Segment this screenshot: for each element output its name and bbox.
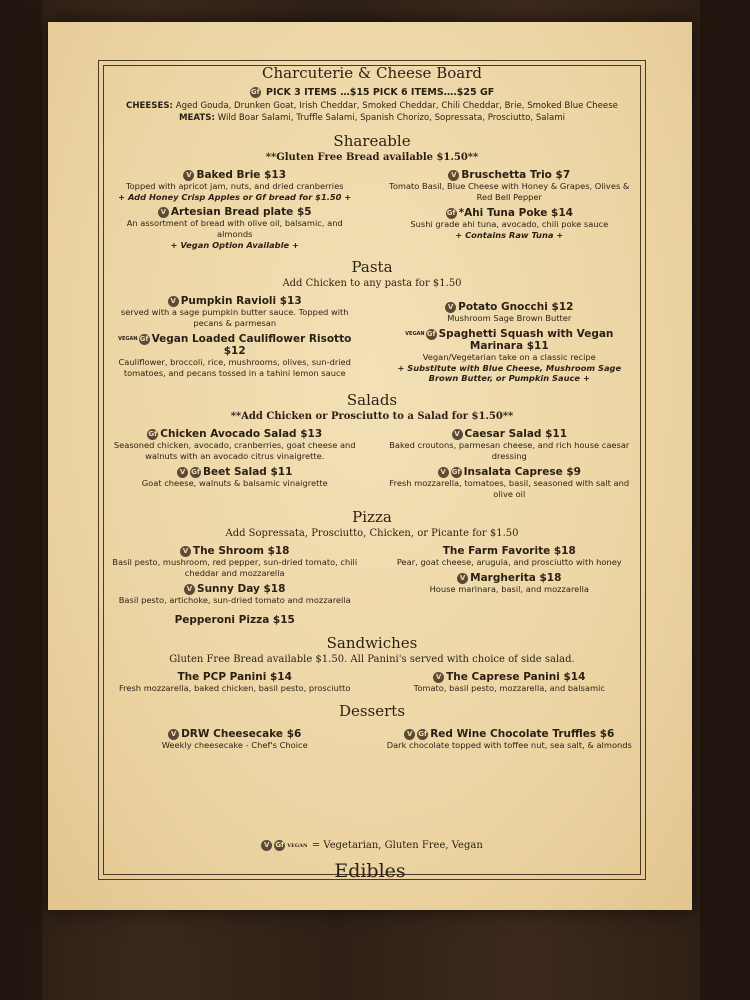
- menu-item-desc: Basil pesto, artichoke, sun-dried tomato and mozzarella: [118, 595, 351, 605]
- menu-content: [108, 60, 636, 851]
- vegetarian-icon: V: [177, 467, 188, 478]
- menu-item-desc: served with a sage pumpkin butter sauce. Topped with pecans & parmesan: [120, 307, 349, 328]
- menu-item-desc: Topped with apricot jam, nuts, and dried cranberries: [125, 181, 344, 191]
- menu-item-name: Caesar Salad $11: [464, 428, 568, 440]
- shareable-note: **Gluten Free Bread available $1.50**: [265, 152, 479, 163]
- gluten-free-icon: Gf: [139, 334, 149, 343]
- menu-item-name: Red Wine Chocolate Truffles $6: [430, 728, 615, 740]
- vegetarian-icon: V: [184, 584, 195, 595]
- menu-item-note: + Vegan Option Available +: [170, 240, 299, 250]
- table-plank: [0, 0, 42, 1000]
- gluten-free-icon: Gf: [451, 467, 461, 476]
- salads-title: Salads: [346, 391, 398, 409]
- menu-item-desc: Seasoned chicken, avocado, cranberries, goat cheese and walnuts with an avocado citrus vinaigrette.: [113, 440, 356, 461]
- vegan-icon: VEGAN: [287, 842, 308, 849]
- vegetarian-icon: V: [404, 729, 415, 740]
- gluten-free-icon: Gf: [418, 729, 428, 738]
- menu-item-name: Pumpkin Ravioli $13: [180, 295, 302, 307]
- menu-item-note: + Add Honey Crisp Apples or Gf bread for $1.50 +: [118, 192, 352, 202]
- cheeses-list: Aged Gouda, Drunken Goat, Irish Cheddar, Smoked Cheddar, Chili Cheddar, Brie, Smoked Blue Cheese: [175, 101, 618, 111]
- menu-item-desc: Baked croutons, parmesan cheese, and rich house caesar dressing: [389, 440, 630, 461]
- menu-item-desc: Sushi grade ahi tuna, avocado, chili poke sauce: [410, 219, 609, 229]
- menu-item-name: Baked Brie $13: [196, 169, 286, 181]
- vegetarian-icon: V: [452, 429, 463, 440]
- menu-paper: [48, 22, 692, 910]
- menu-item-desc: Cauliflower, broccoli, rice, mushrooms, olives, sun-dried tomatoes, and pecans tossed in a tahini lemon sauce: [118, 357, 351, 378]
- vegetarian-icon: V: [433, 672, 444, 683]
- gluten-free-icon: Gf: [426, 329, 436, 338]
- gluten-free-icon: Gf: [191, 467, 200, 476]
- gluten-free-icon: Gf: [275, 841, 285, 849]
- pasta-note: Add Chicken to any pasta for $1.50: [282, 278, 462, 289]
- vegetarian-icon: V: [168, 296, 179, 307]
- table-plank: [700, 0, 750, 1000]
- pizza-note: Add Sopressata, Prosciutto, Chicken, or Picante for $1.50: [225, 528, 519, 539]
- menu-item-desc: House marinara, basil, and mozzarella: [429, 584, 589, 594]
- menu-item-desc: Tomato, basil pesto, mozzarella, and balsamic: [413, 683, 605, 693]
- gluten-free-icon: Gf: [148, 429, 158, 438]
- shareable-title: Shareable: [333, 132, 411, 150]
- menu-item-desc: Fresh mozzarella, baked chicken, basil pesto, prosciutto: [118, 683, 351, 693]
- menu-item-note: + Contains Raw Tuna +: [455, 230, 564, 240]
- menu-item-desc: Goat cheese, walnuts & balsamic vinaigrette: [141, 478, 328, 488]
- menu-item-name: Pepperoni Pizza $15: [174, 614, 295, 626]
- vegetarian-icon: V: [168, 729, 179, 740]
- gluten-free-icon: Gf: [250, 88, 260, 96]
- menu-item-desc: Tomato Basil, Blue Cheese with Honey & Grapes, Olives & Red Bell Pepper: [389, 181, 630, 202]
- menu-item-desc: An assortment of bread with olive oil, balsamic, and almonds: [126, 218, 343, 239]
- menu-footer-title: Edibles: [334, 860, 406, 882]
- gluten-free-icon: Gf: [446, 208, 456, 217]
- vegan-icon: VEGAN: [118, 336, 138, 342]
- vegan-icon: VEGAN: [405, 331, 425, 337]
- menu-item-name: Beet Salad $11: [203, 466, 293, 478]
- menu-item-name: Vegan Loaded Cauliflower Risotto $12: [151, 333, 352, 357]
- dietary-legend: [108, 840, 636, 851]
- menu-item-name: DRW Cheesecake $6: [181, 728, 302, 740]
- menu-item-desc: Vegan/Vegetarian take on a classic recipe: [422, 352, 596, 362]
- menu-item-name: The Shroom $18: [192, 545, 290, 557]
- menu-item-name: *Ahi Tuna Poke $14: [458, 207, 573, 219]
- menu-item-desc: Mushroom Sage Brown Butter: [447, 313, 572, 323]
- charcuterie-pick: PICK 3 ITEMS …$15 PICK 6 ITEMS….$25 GF: [266, 87, 495, 98]
- menu-item-name: Margherita $18: [470, 572, 562, 584]
- sandwiches-note: Gluten Free Bread available $1.50. All Panini's served with choice of side salad.: [169, 654, 575, 665]
- menu-item-name: Spaghetti Squash with Vegan Marinara $11: [438, 328, 614, 352]
- menu-item-desc: Dark chocolate topped with toffee nut, sea salt, & almonds: [386, 740, 632, 750]
- vegetarian-icon: V: [457, 573, 468, 584]
- menu-item-name: Potato Gnocchi $12: [458, 301, 574, 313]
- sandwiches-title: Sandwiches: [326, 634, 418, 652]
- cheeses-label: CHEESES:: [126, 101, 173, 111]
- vegetarian-icon: V: [445, 302, 456, 313]
- menu-item-name: Insalata Caprese $9: [463, 466, 581, 478]
- pasta-title: Pasta: [351, 258, 393, 276]
- menu-item-name: Artesian Bread plate $5: [170, 206, 312, 218]
- menu-item-name: Sunny Day $18: [197, 583, 286, 595]
- legend-text: = Vegetarian, Gluten Free, Vegan: [311, 840, 483, 851]
- menu-item-name: Bruschetta Trio $7: [461, 169, 571, 181]
- meats-list: Wild Boar Salami, Truffle Salami, Spanish Chorizo, Sopressata, Prosciutto, Salami: [217, 113, 565, 123]
- menu-item-desc: Basil pesto, mushroom, red pepper, sun-dried tomato, chili cheddar and mozzarella: [112, 557, 358, 578]
- charcuterie-title: Charcuterie & Cheese Board: [262, 64, 482, 82]
- vegetarian-icon: V: [180, 546, 191, 557]
- menu-item-desc: Weekly cheesecake - Chef's Choice: [161, 740, 308, 750]
- vegetarian-icon: V: [158, 207, 169, 218]
- menu-item-desc: Pear, goat cheese, arugula, and prosciutto with honey: [396, 557, 622, 567]
- vegetarian-icon: V: [448, 170, 459, 181]
- menu-item-note: + Substitute with Blue Cheese, Mushroom Sage Brown Butter, or Pumpkin Sauce +: [397, 363, 622, 383]
- vegetarian-icon: V: [183, 170, 194, 181]
- menu-item-name: The PCP Panini $14: [177, 671, 292, 683]
- vegetarian-icon: V: [438, 467, 449, 478]
- meats-label: MEATS:: [179, 113, 215, 123]
- salads-note: **Add Chicken or Prosciutto to a Salad for $1.50**: [230, 411, 514, 422]
- vegetarian-icon: V: [261, 840, 272, 851]
- desserts-title: Desserts: [338, 702, 406, 720]
- menu-item-desc: Fresh mozzarella, tomatoes, basil, seasoned with salt and olive oil: [389, 478, 630, 499]
- menu-item-name: The Caprese Panini $14: [446, 671, 586, 683]
- pizza-title: Pizza: [352, 508, 392, 526]
- menu-item-name: Chicken Avocado Salad $13: [160, 428, 323, 440]
- menu-item-name: The Farm Favorite $18: [442, 545, 576, 557]
